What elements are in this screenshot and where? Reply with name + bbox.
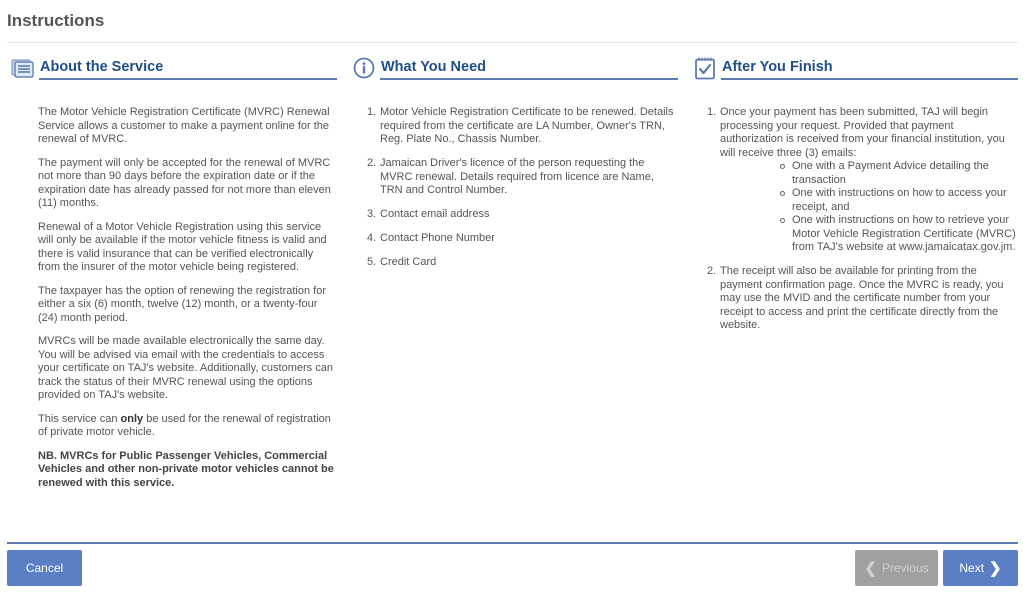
- list-item: [367, 256, 678, 270]
- sublist-item: [778, 187, 1018, 214]
- circle-bullet-icon: [780, 191, 785, 196]
- private-only-text: This service can: [38, 412, 121, 425]
- about-service-header: [11, 56, 337, 80]
- sublist-text: One with a Payment Advice detailing the transaction: [792, 160, 989, 186]
- previous-label: Previous: [881, 561, 929, 575]
- list-text: Jamaican Driver's licence of the person requesting the MVRC renewal. Details required from licence are Name, TRN and Control Number.: [380, 157, 654, 196]
- list-text: Motor Vehicle Registration Certificate to be renewed. Details required from the certificate are LA Number, Owner's TRN, Reg. Plate No., Chassis Number.: [380, 106, 674, 145]
- cancel-label: Cancel: [25, 561, 64, 575]
- list-item: [367, 208, 678, 222]
- circle-bullet-icon: [780, 218, 785, 223]
- previous-button[interactable]: [855, 550, 938, 586]
- about-paragraph: MVRCs will be made available electronically the same day. You will be advised via email with the credentials to access your certificate on TAJ's website. Additionally, customers can track the status of their MVRC renewal using the options provided on TAJ's website.: [38, 335, 333, 401]
- document-lines-icon: [11, 56, 35, 80]
- list-item: [367, 106, 678, 147]
- after-you-finish-header: [693, 56, 1018, 80]
- list-number: 1.: [367, 106, 377, 118]
- sublist-item: [778, 214, 1018, 255]
- after-you-finish-section: [693, 56, 1018, 343]
- cancel-button[interactable]: [7, 550, 82, 586]
- private-only-paragraph: [38, 413, 337, 440]
- checklist-icon: [693, 56, 717, 80]
- about-paragraph: The taxpayer has the option of renewing the registration for either a six (6) month, twelve (12) month, or a twenty-four (24) month period.: [38, 284, 327, 324]
- nb-notice: NB. MVRCs for Public Passenger Vehicles, Commercial Vehicles and other non-private motor vehicles cannot be renewed with this service.: [38, 449, 334, 489]
- circle-bullet-icon: [780, 164, 785, 169]
- after-you-finish-body: [693, 106, 1018, 333]
- section-underline: [39, 78, 337, 80]
- about-service-title: About the Service: [40, 59, 164, 75]
- list-number: 2.: [707, 265, 717, 277]
- list-number: 3.: [367, 208, 377, 220]
- list-text: Once your payment has been submitted, TAJ will begin processing your request. Provided that payment authorization is received from your financial institution, you will receive three (3) emails:: [720, 106, 1005, 159]
- list-item: [707, 265, 1018, 333]
- page-title: Instructions: [7, 11, 105, 30]
- after-steps-list: [707, 106, 1018, 333]
- list-item: [367, 157, 678, 198]
- list-number: 1.: [707, 106, 717, 118]
- about-paragraph: The Motor Vehicle Registration Certificate (MVRC) Renewal Service allows a customer to make a payment online for the renewal of MVRC.: [38, 106, 330, 145]
- what-you-need-header: [352, 56, 678, 80]
- list-text: Contact email address: [380, 208, 490, 220]
- list-number: 2.: [367, 157, 377, 169]
- list-number: 5.: [367, 256, 377, 268]
- list-text: Credit Card: [380, 256, 437, 268]
- about-paragraph: Renewal of a Motor Vehicle Registration using this service will only be available if the motor vehicle fitness is valid and there is valid insurance that can be verified electronically from the insurer of the motor vehicle being registered.: [38, 220, 327, 273]
- only-emphasis: only: [120, 412, 144, 425]
- what-you-need-title: What You Need: [381, 59, 486, 75]
- sublist-text: One with instructions on how to retrieve your Motor Vehicle Registration Certificate (MVRC) from TAJ's website at www.jamaicatax.gov.jm.: [792, 214, 1016, 253]
- list-number: 4.: [367, 232, 377, 244]
- chevron-right-icon: ❯: [989, 559, 1002, 577]
- requirements-list: [367, 106, 678, 270]
- private-only-text-rest: be used for the renewal of registration of private motor vehicle.: [38, 412, 331, 438]
- next-label: Next: [959, 561, 985, 575]
- title-divider: [7, 42, 1018, 43]
- emails-sublist: [778, 160, 1018, 255]
- chevron-left-icon: ❮: [864, 559, 877, 577]
- section-underline: [380, 78, 678, 80]
- list-text: Contact Phone Number: [380, 232, 495, 244]
- footer-divider: [7, 542, 1018, 544]
- sublist-item: [778, 160, 1018, 187]
- next-button[interactable]: [943, 550, 1018, 586]
- what-you-need-body: [352, 106, 678, 270]
- list-text: The receipt will also be available for printing from the payment confirmation page. Once the MVRC is ready, you may use the MVID and the certificate number from your receipt to access and print the certificate directly from the website.: [720, 265, 1004, 331]
- about-paragraph: The payment will only be accepted for the renewal of MVRC not more than 90 days before the expiration date or if the expiration date has already passed for not more than eleven (11) months.: [38, 156, 331, 209]
- list-item: [707, 106, 1018, 255]
- about-service-body: [11, 106, 337, 490]
- sublist-text: One with instructions on how to access your receipt, and: [792, 187, 1007, 213]
- section-underline: [721, 78, 1018, 80]
- what-you-need-section: [352, 56, 678, 280]
- about-service-section: [11, 56, 337, 500]
- after-you-finish-title: After You Finish: [722, 59, 833, 75]
- list-item: [367, 232, 678, 246]
- info-circle-icon: [352, 56, 376, 80]
